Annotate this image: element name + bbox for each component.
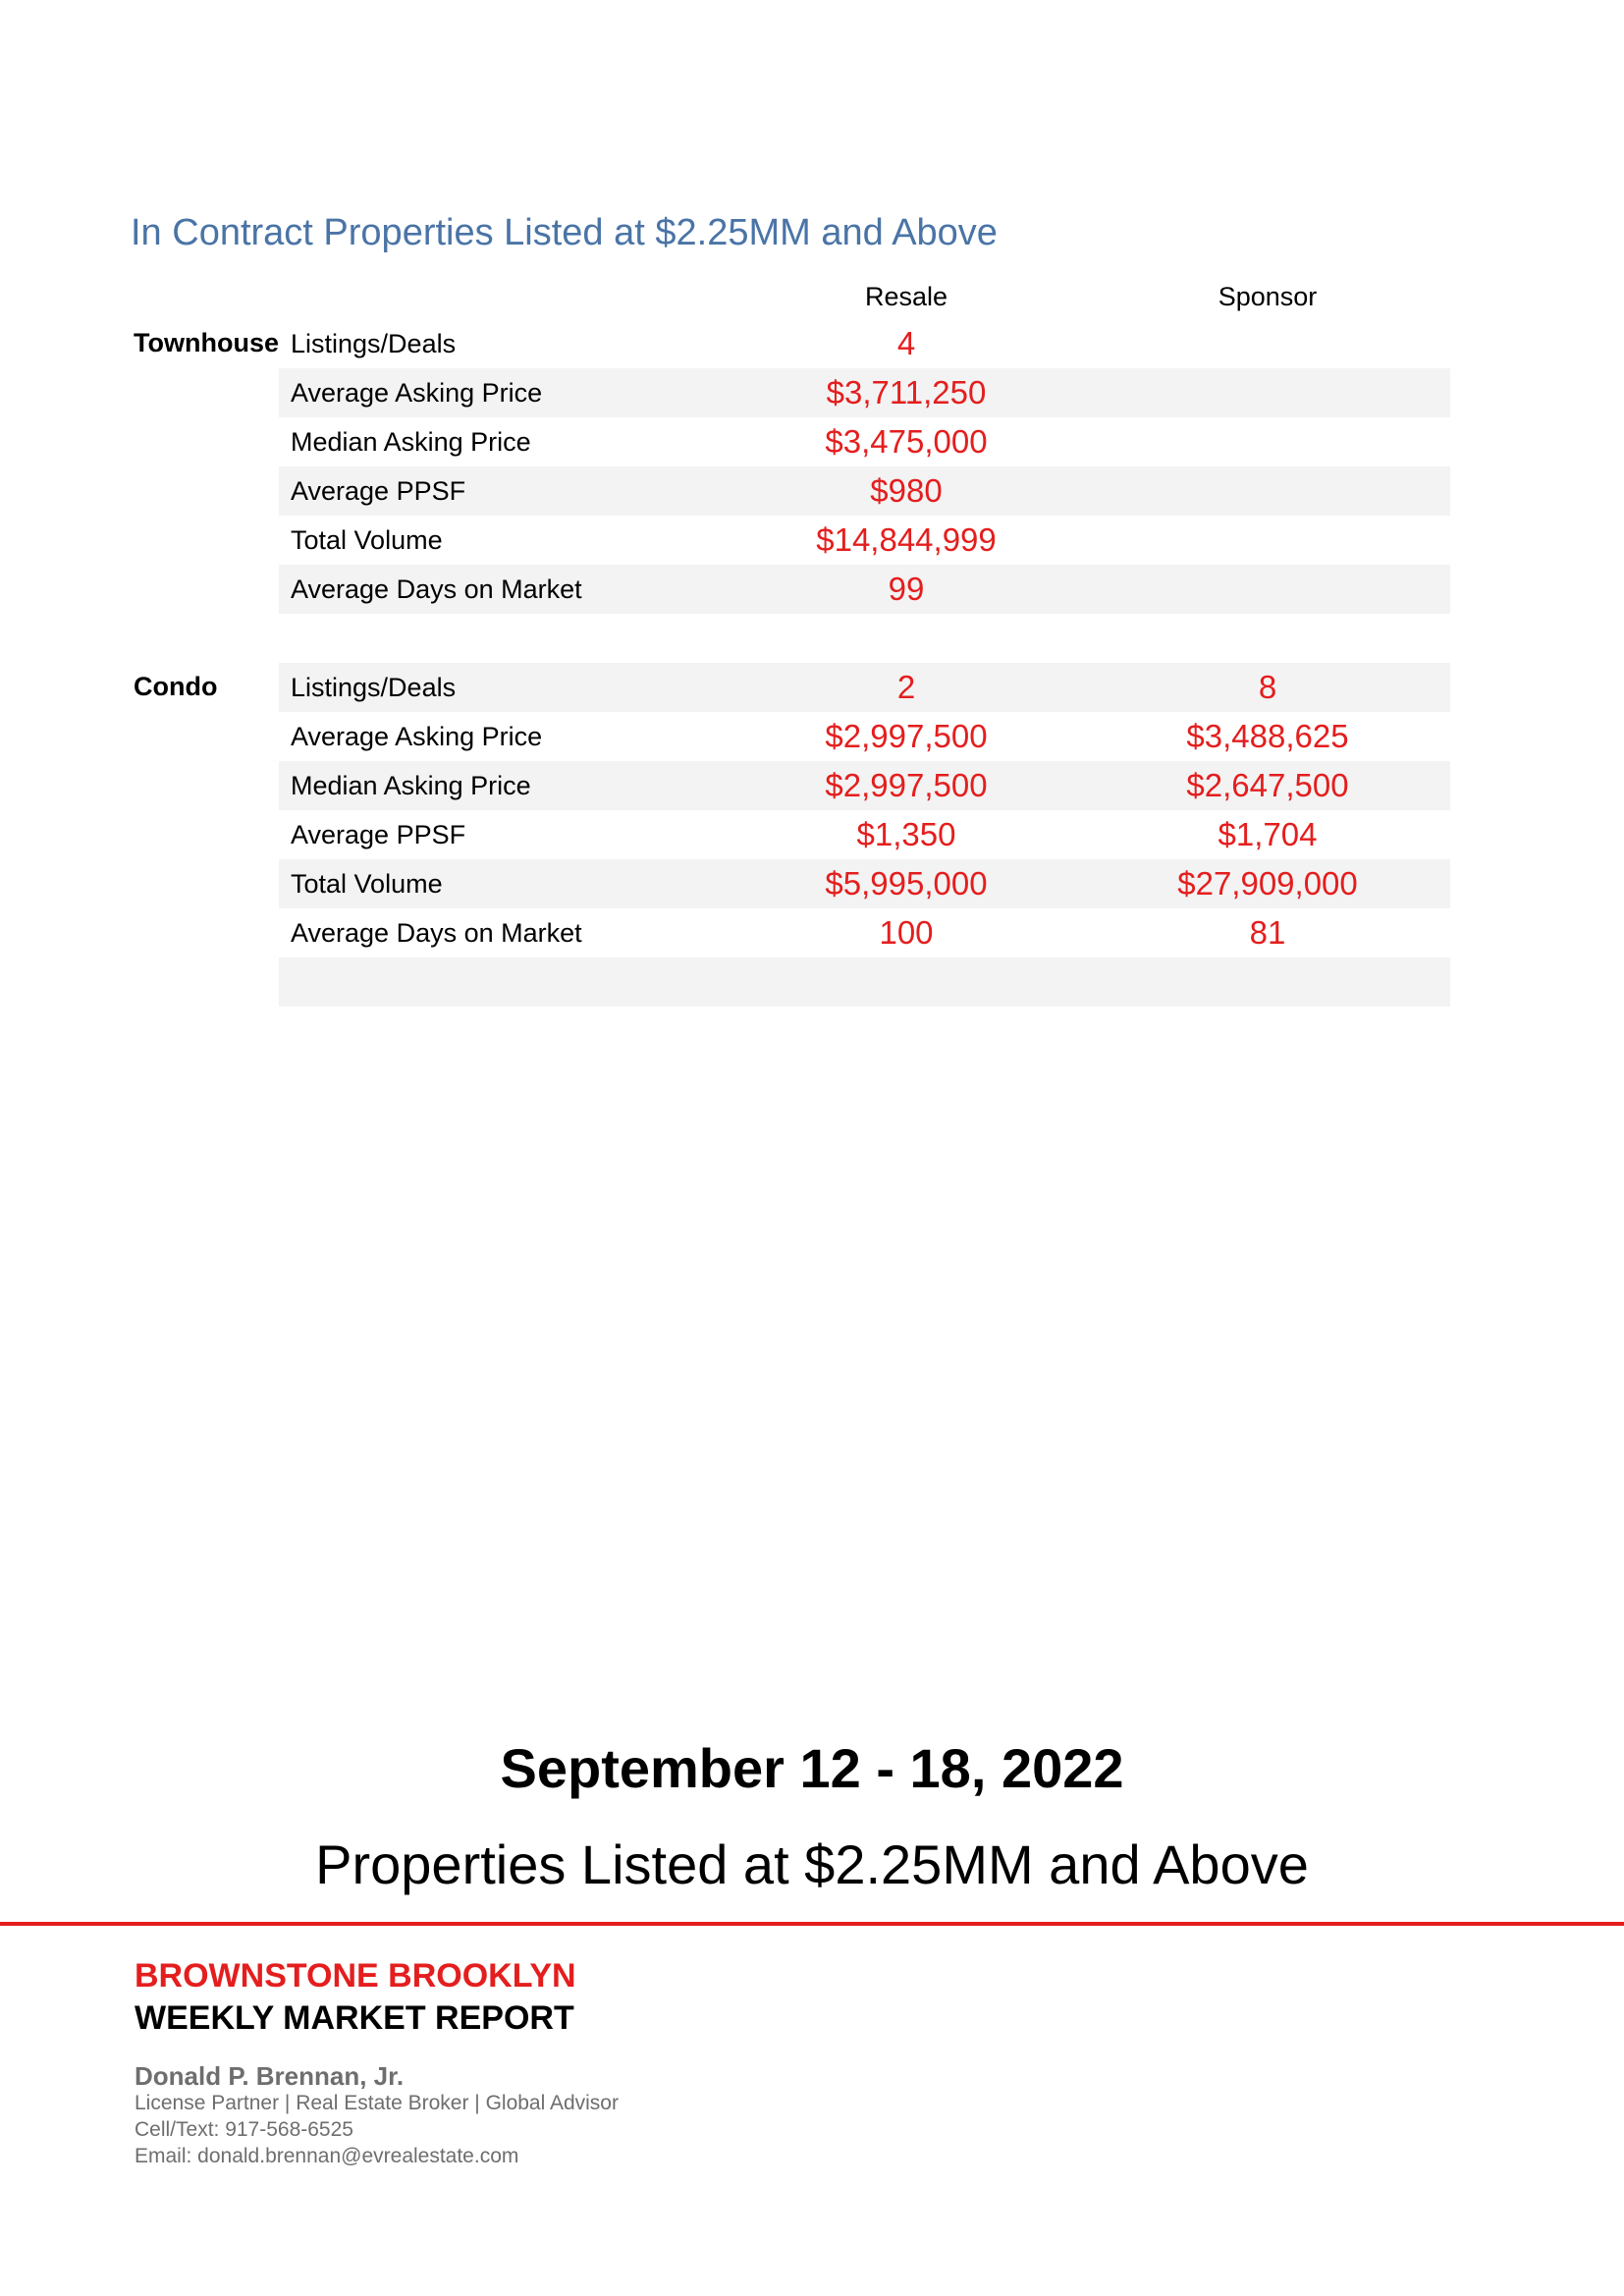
metric-label: Total Volume	[291, 525, 443, 555]
table-row	[279, 859, 1450, 908]
resale-value: $2,997,500	[825, 718, 988, 754]
group-label-townhouse: Townhouse	[134, 328, 279, 357]
table-row	[279, 417, 1450, 466]
table-row	[279, 761, 1450, 810]
metric-label: Average Days on Market	[291, 574, 582, 604]
metric-label: Average Days on Market	[291, 918, 582, 948]
group-label-condo: Condo	[134, 672, 218, 701]
resale-value: 99	[888, 571, 925, 607]
sponsor-value: $27,909,000	[1177, 865, 1358, 902]
resale-value: $14,844,999	[816, 521, 997, 558]
table-row	[279, 368, 1450, 417]
contact-title: License Partner | Real Estate Broker | Global Advisor	[135, 2092, 619, 2114]
table-row	[279, 712, 1450, 761]
contact-email: Email: donald.brennan@evrealestate.com	[135, 2145, 519, 2167]
table-row	[279, 319, 1450, 368]
table-row-empty	[279, 957, 1450, 1007]
divider-rule	[0, 1922, 1624, 1926]
metric-label: Listings/Deals	[291, 673, 457, 702]
sponsor-value: $1,704	[1218, 816, 1318, 852]
column-header-resale: Resale	[864, 282, 948, 311]
table-row	[279, 663, 1450, 712]
table-row	[279, 565, 1450, 614]
resale-value: 2	[896, 669, 916, 705]
table-row	[279, 466, 1450, 516]
resale-value: $1,350	[856, 816, 956, 852]
resale-value: $2,997,500	[825, 767, 988, 803]
brand-subtitle: WEEKLY MARKET REPORT	[135, 1999, 574, 2037]
metric-label: Average Asking Price	[291, 378, 543, 408]
report-subtitle: Properties Listed at $2.25MM and Above	[315, 1833, 1309, 1895]
sponsor-value: $3,488,625	[1186, 718, 1349, 754]
sponsor-value: $2,647,500	[1186, 767, 1349, 803]
metric-label: Average PPSF	[291, 820, 466, 849]
resale-value: $3,711,250	[826, 374, 987, 410]
brand-title: BROWNSTONE BROOKLYN	[135, 1957, 576, 1995]
metric-label: Average PPSF	[291, 476, 466, 506]
sponsor-value: 8	[1258, 669, 1277, 705]
metric-label: Median Asking Price	[291, 771, 531, 800]
table-row	[279, 908, 1450, 957]
resale-value: $980	[870, 472, 943, 509]
resale-value: $3,475,000	[825, 423, 988, 460]
resale-value: 100	[879, 914, 934, 951]
contact-phone: Cell/Text: 917-568-6525	[135, 2118, 353, 2141]
metric-label: Listings/Deals	[291, 329, 457, 358]
section-title: In Contract Properties Listed at $2.25MM and Above	[131, 212, 998, 253]
sponsor-value: 81	[1249, 914, 1286, 951]
resale-value: $5,995,000	[825, 865, 988, 902]
condo-table	[279, 663, 1450, 1007]
resale-value: 4	[896, 325, 916, 361]
metric-label: Median Asking Price	[291, 427, 531, 457]
table-row	[279, 516, 1450, 565]
contact-name: Donald P. Brennan, Jr.	[135, 2061, 405, 2091]
column-header-sponsor: Sponsor	[1218, 282, 1318, 311]
townhouse-table	[279, 319, 1450, 614]
metric-label: Average Asking Price	[291, 722, 543, 751]
table-row	[279, 810, 1450, 859]
metric-label: Total Volume	[291, 869, 443, 899]
report-date-range: September 12 - 18, 2022	[500, 1737, 1124, 1799]
